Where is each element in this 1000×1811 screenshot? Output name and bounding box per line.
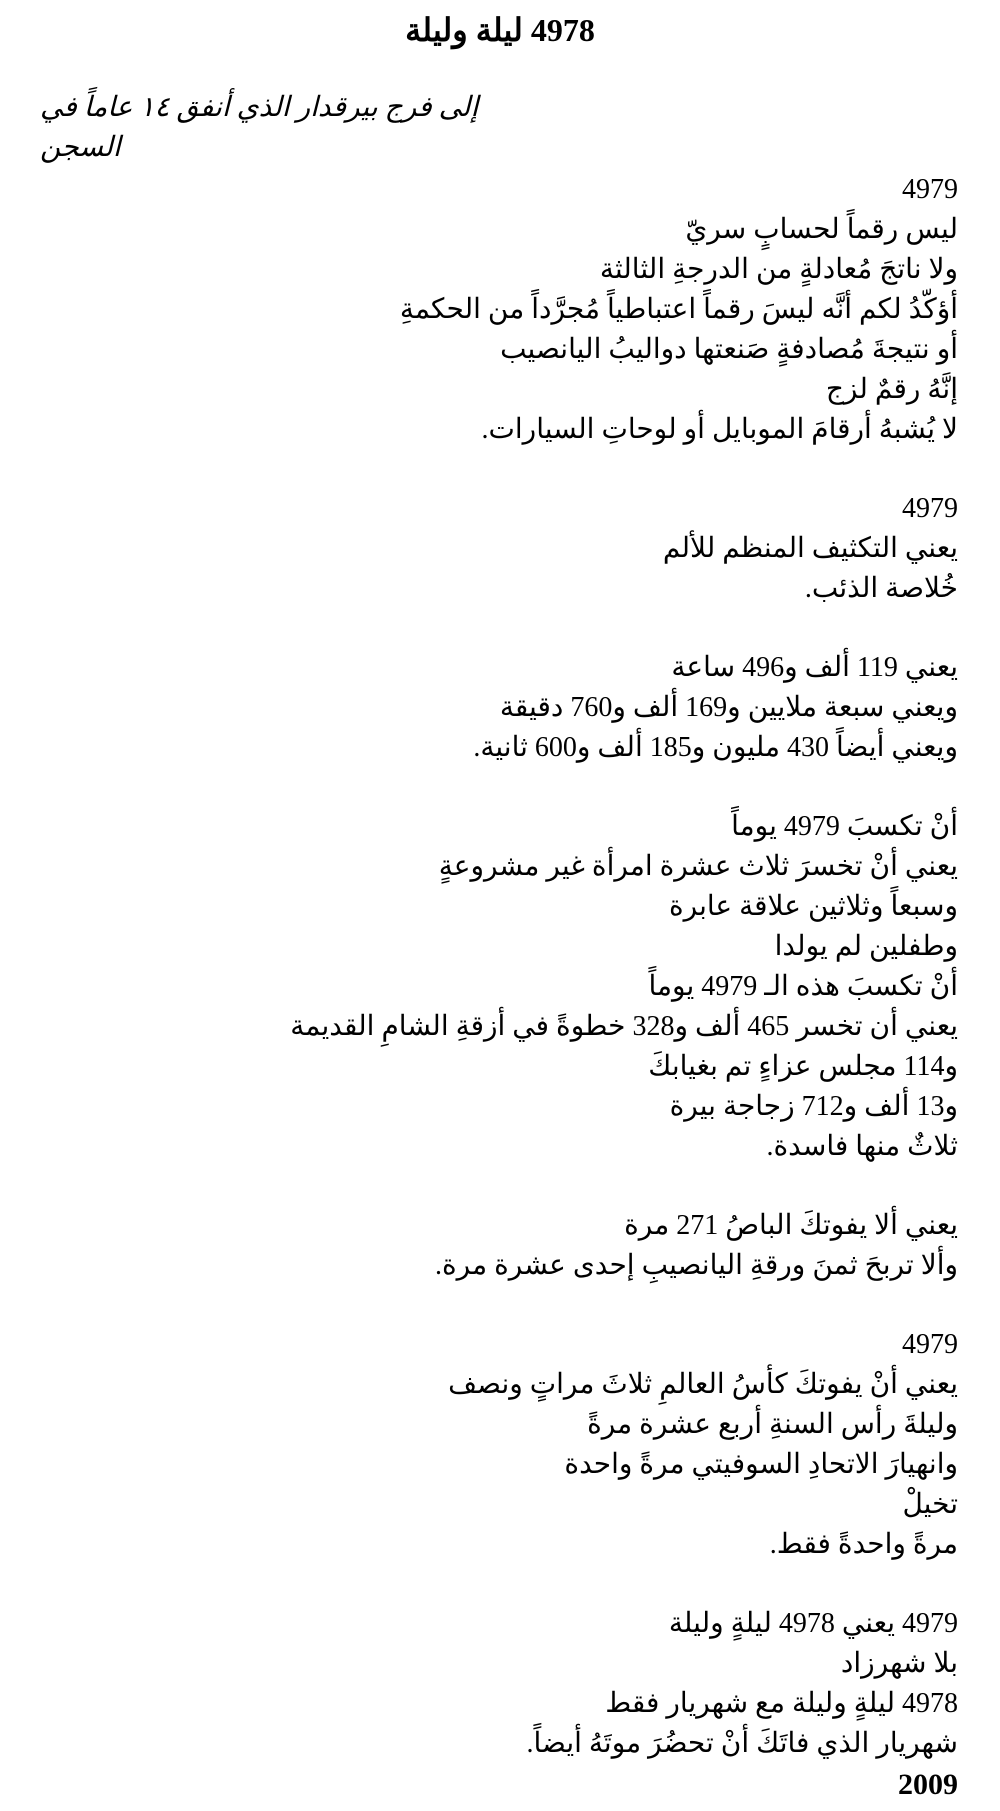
stanza-3 <box>138 648 958 768</box>
poem-line: أو نتيجةَ مُصادفةٍ صَنعتها دواليبُ اليانصيب <box>500 334 958 365</box>
poem-line: خُلاصة الذئب. <box>804 573 958 604</box>
poem-title: 4978 ليلة وليلة <box>405 12 595 48</box>
poem-line: بلا شهرزاد <box>840 1648 958 1679</box>
poem-line: تخيلْ <box>902 1489 958 1520</box>
poem-line: يعني التكثيف المنظم للألم <box>662 533 958 564</box>
poem-line: ويعني سبعة ملايين و169 ألف و760 دقيقة <box>499 692 958 723</box>
poem-line: أؤكّدُ لكم أنَّه ليسَ رقماً اعتباطياً مُجرَّداً من الحكمةِ <box>399 294 958 325</box>
poem-line: وليلةَ رأس السنةِ أربع عشرة مرةً <box>587 1409 958 1440</box>
poem-body <box>138 170 958 1803</box>
poem-line: 4979 <box>902 174 958 205</box>
poem-line: ليس رقماً لحسابٍ سريّ <box>685 214 958 245</box>
poem-line: ثلاثٌ منها فاسدة. <box>766 1131 958 1162</box>
poem-line: ويعني أيضاً 430 مليون و185 ألف و600 ثانية. <box>473 732 958 763</box>
poem-line: أنْ تكسبَ 4979 يوماً <box>731 811 958 842</box>
poem-line: وألا تربحَ ثمنَ ورقةِ اليانصيبِ إحدى عشرة مرة. <box>434 1250 958 1281</box>
poem-line: أنْ تكسبَ هذه الـ 4979 يوماً <box>648 971 958 1002</box>
poem-line: 4979 يعني 4978 ليلةٍ وليلة <box>668 1608 958 1639</box>
stanza-6 <box>138 1325 958 1565</box>
poem-line: يعني ألا يفوتكَ الباصُ 271 مرة <box>624 1210 958 1241</box>
stanza-2 <box>138 489 958 609</box>
poem-line: ولا ناتجَ مُعادلةٍ من الدرجةِ الثالثة <box>599 254 958 285</box>
poem-line: 4979 <box>902 493 958 524</box>
poem-line: و13 ألف و712 زجاجة بيرة <box>669 1091 958 1122</box>
poem-line: وانهيارَ الاتحادِ السوفيتي مرةً واحدة <box>564 1449 958 1480</box>
stanza-5 <box>138 1206 958 1286</box>
poem-line: يعني أن تخسر 465 ألف و328 خطوةً في أزقةِ الشامِ القديمة <box>290 1011 958 1042</box>
poem-year: 2009 <box>898 1768 958 1801</box>
stanza-4 <box>138 807 958 1167</box>
poem-line: 4978 ليلةٍ وليلة مع شهريار فقط <box>605 1688 958 1719</box>
poem-line: و114 مجلس عزاءٍ تم بغيابكَ <box>648 1051 958 1082</box>
poem-line: وسبعاً وثلاثين علاقة عابرة <box>668 891 958 922</box>
poem-line: يعني أنْ يفوتكَ كأسُ العالمِ ثلاثَ مراتٍ ونصف <box>448 1369 958 1400</box>
poem-line: لا يُشبهُ أرقامَ الموبايل أو لوحاتِ السيارات. <box>481 414 958 445</box>
poem-dedication: إلى فرج بيرقدار الذي أنفق ١٤ عاماً في السجن <box>40 92 479 163</box>
poem-line: وطفلين لم يولدا <box>774 931 958 962</box>
stanza-1 <box>138 170 958 450</box>
poem-line: شهريار الذي فاتَكَ أنْ تحضُرَ موتَهُ أيضاً. <box>526 1728 958 1759</box>
poem-line: مرةً واحدةً فقط. <box>769 1529 958 1560</box>
poem-line: 4979 <box>902 1329 958 1360</box>
poem-line: يعني 119 ألف و496 ساعة <box>671 652 958 683</box>
stanza-7 <box>138 1604 958 1764</box>
poem-line: يعني أنْ تخسرَ ثلاث عشرة امرأة غير مشروعةٍ <box>438 851 958 882</box>
poem-line: إنَّهُ رقمٌ لزج <box>825 374 958 405</box>
